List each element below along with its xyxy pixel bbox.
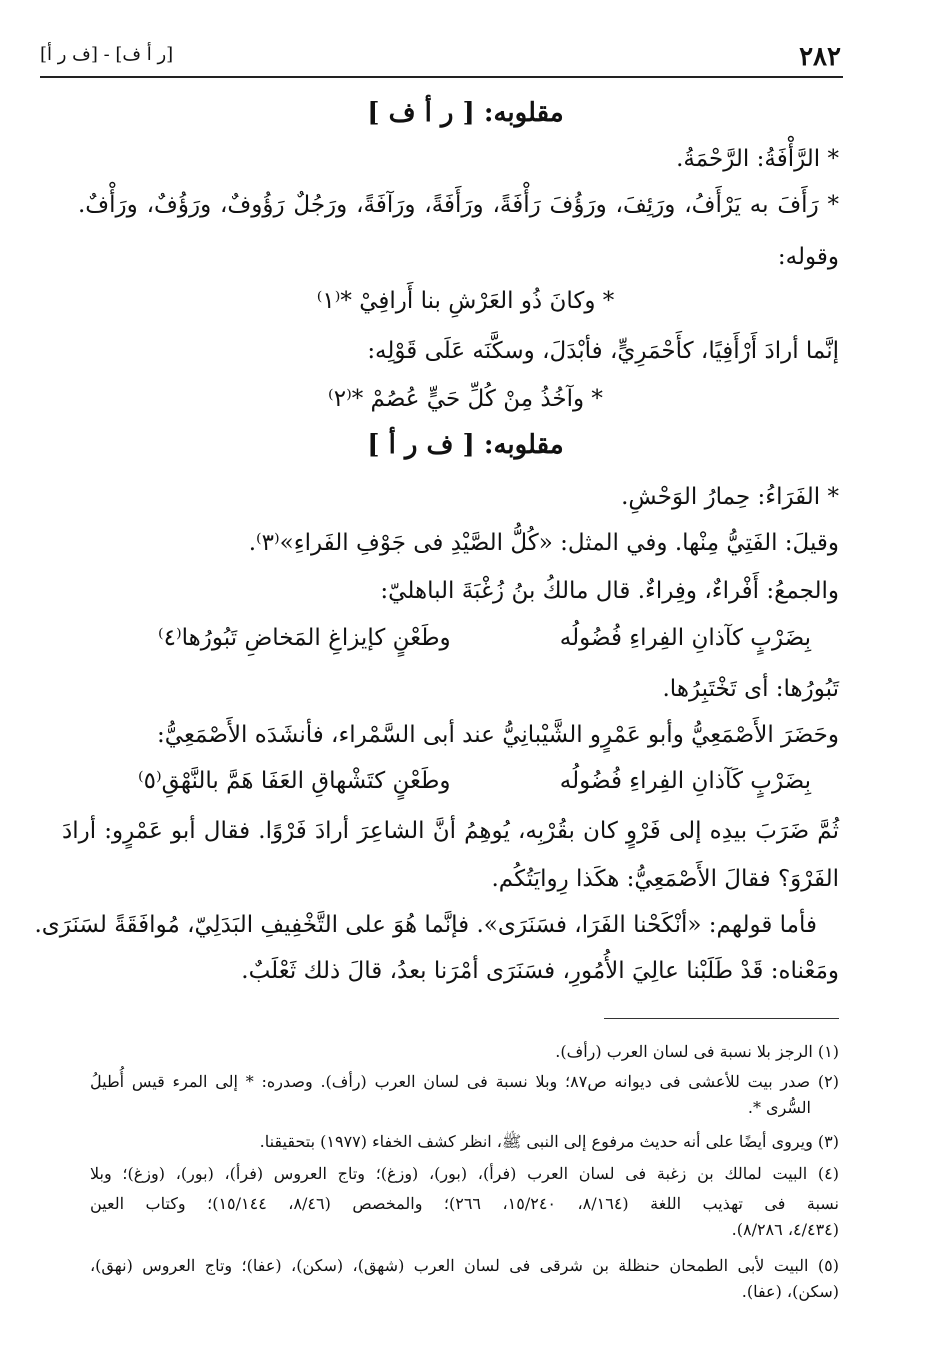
entry-line: ثُمَّ ضَرَبَ بيدِه إلى فَرْوٍ كان بقُرْبِه، يُوهِمُ أنَّ الشاعِرَ أرادَ فَرْوًا. فقال أبو عَمْرٍو: أرادَ xyxy=(62,818,839,844)
section-title-fa-ra-a: مقلوبه: [ ف ر أ ] xyxy=(367,430,564,460)
verse-hemistich-first: بِضَرْبٍ كَآذانِ الفِراءِ فُضُولُه xyxy=(559,768,811,794)
entry-line: * الرَّأْفَةُ: الرَّحْمَةُ. xyxy=(676,146,839,172)
entry-line: وحَضَرَ الأَصْمَعِيُّ وأبو عَمْرٍو الشَّيْبانِيُّ عند أبى السَّمْراء، فأنشَدَه الأَصْمَعِيُّ: xyxy=(157,722,839,748)
header-rule xyxy=(40,76,843,78)
footnote-5: (٥) البيت لأبى الطمحان حنظلة بن شرقى فى لسان العرب (شهق)، (سكن)، (عفا)؛ وتاج العروس (نهق)، xyxy=(90,1256,840,1275)
entry-line: * رَأَفَ به يَرْأَفُ، ورَئِفَ، ورَؤُفَ رَأْفَةً، ورَأَفَةً، ورَآفَةً، ورَجُلٌ رَؤُوفٌ، ورَؤُفٌ، ورَأْفٌ. xyxy=(78,192,839,218)
page-number: ٢٨٢ xyxy=(799,42,841,72)
footnote-4-continued: نسبة فى تهذيب اللغة (٨/١٦٤، ١٥/٢٤٠، ٢٦٦)؛ والمخصص (٨/٤٦، ١٥/١٤٤)؛ وكتاب العين xyxy=(90,1194,839,1213)
entry-line: إنَّما أرادَ أَرْأَفِيًا، كأَحْمَرِيٍّ، فأبْدَلَ، وسكَّنَه عَلَى قَوْلِه: xyxy=(367,338,839,364)
section-title-ra-a-fa: مقلوبه: [ ر أ ف ] xyxy=(367,98,564,128)
footnote-5-continued: (سكن)، (عفا). xyxy=(741,1282,839,1301)
footnote-4: (٤) البيت لمالك بن زغبة فى لسان العرب (فرأ)، (بور)، (وزغ)؛ وتاج العروس (فرأ)، (بور)، (وزغ)؛ وبلا xyxy=(90,1164,839,1183)
footnote-2-continued: السُّرى *. xyxy=(747,1098,811,1117)
entry-line: ومَعْناه: قَدْ طَلَبْنا عالِيَ الأُمُورِ، فسَنَرَى أمْرَنا بعدُ، قالَ ذلك ثَعْلَبٌ. xyxy=(241,958,839,984)
verse-hemistich-first: بِضَرْبٍ كآذانِ الفِراءِ فُضُولُه xyxy=(559,625,811,651)
running-head: [ر أ ف] - [ف ر أ] xyxy=(40,44,174,65)
entry-line: * الفَرَاءُ: حِمارُ الوَحْشِ. xyxy=(621,484,839,510)
verse-hemistich-second: وطَعْنٍ كإيزاغِ المَخاضِ تَبُورُها⁽٤⁾ xyxy=(158,625,451,651)
entry-line: وقيلَ: الفَتِيُّ مِنْها. وفي المثل: «كُلُّ الصَّيْدِ فى جَوْفِ الفَراءِ»⁽٣⁾. xyxy=(248,530,839,556)
entry-line: وقوله: xyxy=(777,244,839,270)
footnote-1: (١) الرجز بلا نسبة فى لسان العرب (رأف). xyxy=(555,1042,839,1061)
footnote-2: (٢) صدر بيت للأعشى فى ديوانه ص٨٧؛ وبلا نسبة فى لسان العرب (رأف). وصدره: * إلى المرء قيس أُطيلُ xyxy=(90,1072,840,1091)
entry-line: والجمعُ: أَفْراءٌ، وفِراءٌ. قال مالكُ بنُ زُغْبَةَ الباهليّ: xyxy=(380,578,839,604)
entry-line: الفَرْوَ؟ فقالَ الأَصْمَعِيُّ: هكَذا رِوايَتُكُم. xyxy=(491,866,839,892)
footnote-rule xyxy=(604,1018,839,1019)
footnote-3: (٣) ويروى أيضًا على أنه حديث مرفوع إلى النبى ﷺ، انظر كشف الخفاء (١٩٧٧) بتحقيقنا. xyxy=(259,1132,839,1151)
verse-line: * وآخُذُ مِنْ كُلِّ حَيٍّ عُصُمْ *⁽٢⁾ xyxy=(328,386,603,412)
entry-line: تَبُورُها: أى تَخْتَبِرُها. xyxy=(662,676,839,702)
page-header xyxy=(40,38,841,74)
footnote-4-continued: (٤/٤٣٤، ٨/٢٨٦). xyxy=(731,1220,839,1239)
entry-line: فأما قولهم: «أنْكَحْنا الفَرَا، فسَنَرَى». فإنَّما هُوَ على التَّخْفِيفِ البَدَلِيّ، مُوافَقَةً لسَنَرَى. xyxy=(34,912,817,938)
verse-line: * وكانَ ذُو العَرْشِ بنا أَرافِيْ *⁽١⁾ xyxy=(316,288,615,314)
verse-hemistich-second: وطَعْنٍ كتَشْهاقِ العَفَا هَمَّ بالنَّهْقِ⁽٥⁾ xyxy=(138,768,451,794)
